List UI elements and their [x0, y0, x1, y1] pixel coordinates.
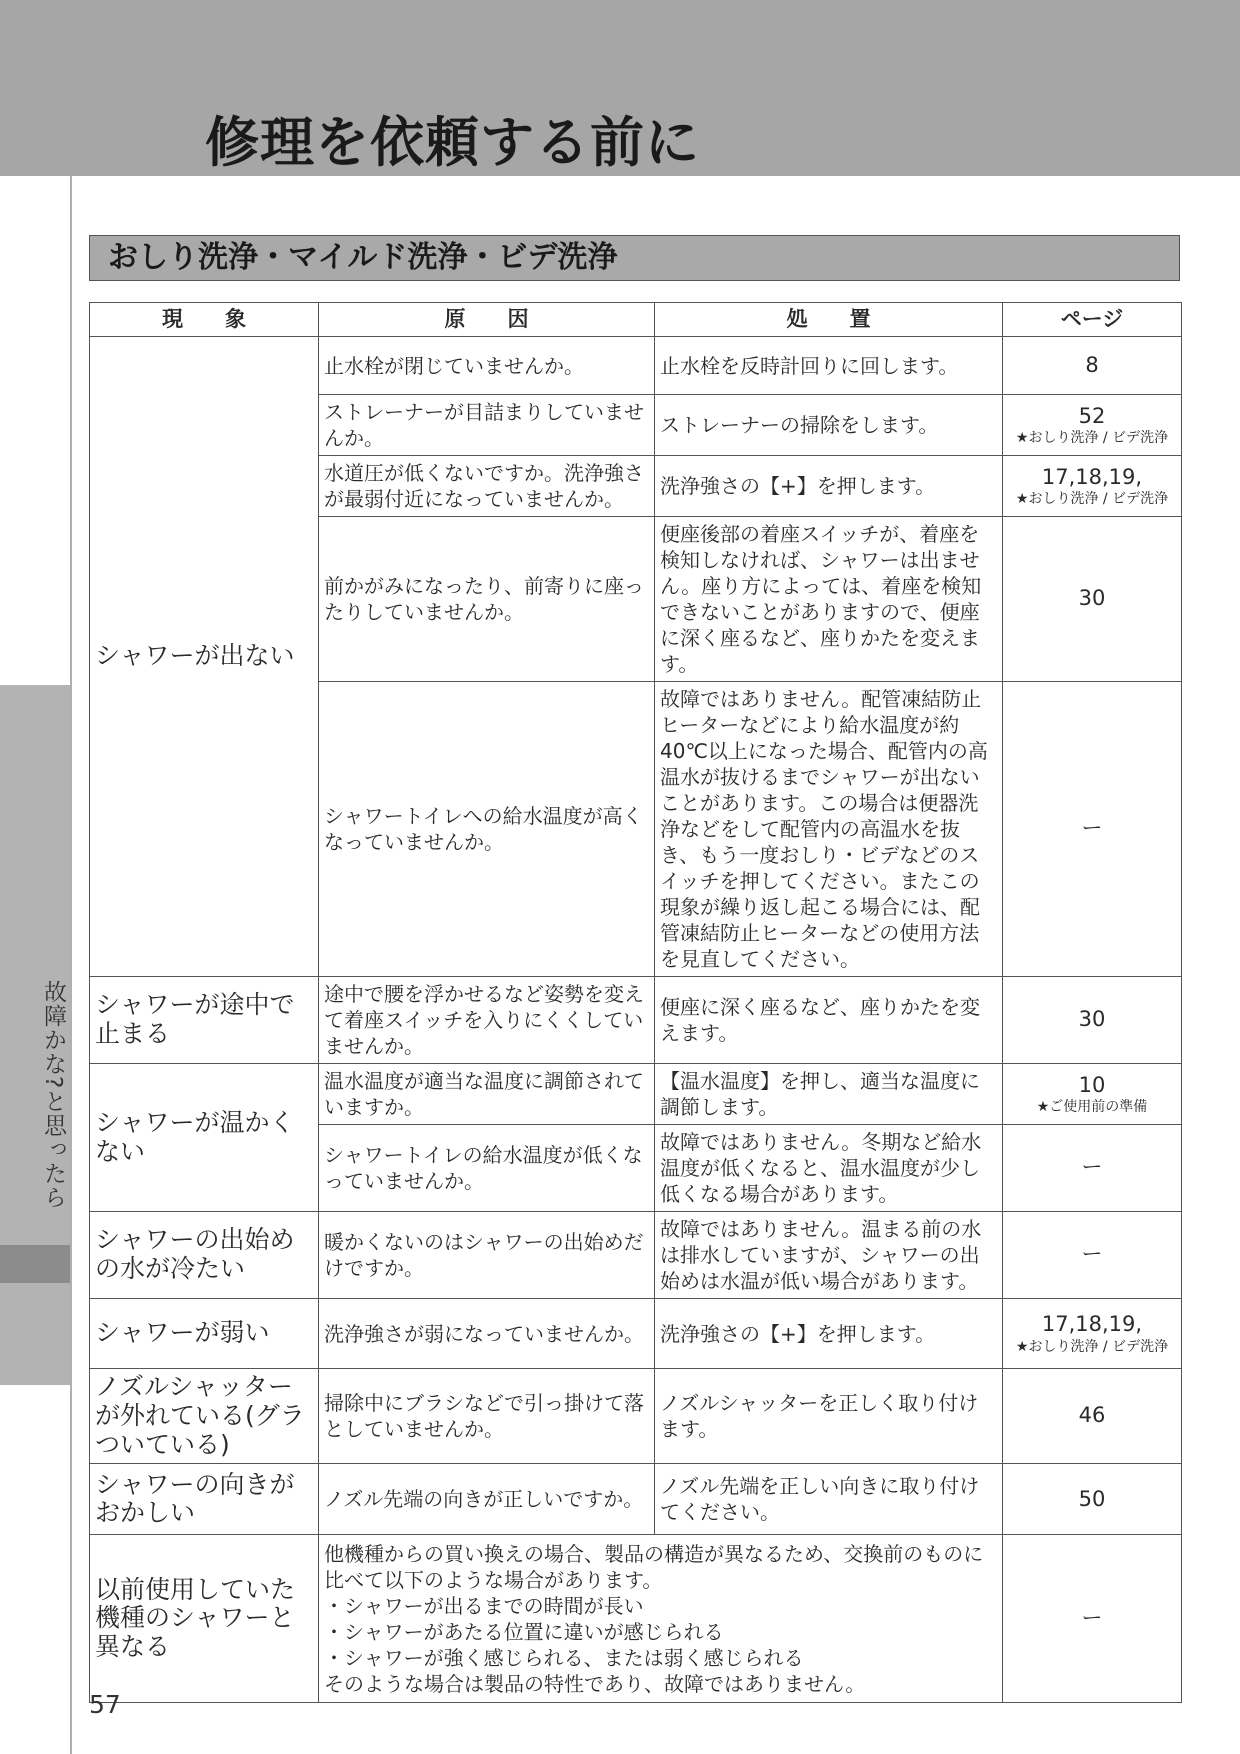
explanation-intro: 他機種からの買い換えの場合、製品の構造が異なるため、交換前のものに比べて以下のような場合があります。: [324, 1541, 984, 1592]
header-page: ページ: [1003, 303, 1182, 337]
table-header-row: [90, 303, 1182, 337]
page-cell: [1003, 456, 1182, 517]
page-cell: [1003, 1464, 1182, 1535]
page-note: ★おしり洗浄 / ビデ洗浄: [1015, 1338, 1169, 1355]
remedy-cell: 便座に深く座るなど、座りかたを変えます。: [655, 977, 1003, 1064]
cause-cell: シャワートイレの給水温度が低くなっていませんか。: [319, 1125, 655, 1212]
symptom-cell: シャワーの出始めの水が冷たい: [90, 1212, 319, 1299]
explanation-bullet: ・シャワーがあたる位置に違いが感じられる: [324, 1619, 724, 1644]
remedy-cell: ノズルシャッターを正しく取り付けます。: [655, 1369, 1003, 1464]
table-row: [90, 1212, 1182, 1299]
explanation-cell: [319, 1535, 1003, 1703]
section-title: おしり洗浄・マイルド洗浄・ビデ洗浄: [89, 235, 1180, 281]
page-cell: [1003, 337, 1182, 395]
remedy-cell: 【温水温度】を押し、適当な温度に調節します。: [655, 1064, 1003, 1125]
cause-cell: 掃除中にブラシなどで引っ掛けて落としていませんか。: [319, 1369, 655, 1464]
remedy-cell: ノズル先端を正しい向きに取り付けてください。: [655, 1464, 1003, 1535]
margin-rule: [70, 176, 72, 1754]
table-row: [90, 1064, 1182, 1125]
header-remedy: 処 置: [655, 303, 1003, 337]
page-cell: [1003, 1535, 1182, 1703]
symptom-cell: シャワーが出ない: [90, 337, 319, 977]
page-number: ー: [1081, 816, 1103, 841]
page-number: 17,18,19,: [1041, 464, 1143, 489]
page-number: 46: [1078, 1403, 1106, 1428]
cause-cell: ストレーナーが目詰まりしていませんか。: [319, 395, 655, 456]
cause-cell: シャワートイレへの給水温度が高くなっていませんか。: [319, 682, 655, 977]
symptom-cell: 以前使用していた機種のシャワーと異なる: [90, 1535, 319, 1703]
header-symptom: 現 象: [90, 303, 319, 337]
header-cause: 原 因: [319, 303, 655, 337]
page-number: 30: [1078, 1007, 1106, 1032]
page-note: ★おしり洗浄 / ビデ洗浄: [1015, 491, 1169, 508]
table-row: [90, 1464, 1182, 1535]
page-note: ★おしり洗浄 / ビデ洗浄: [1015, 430, 1169, 447]
page-number: ー: [1081, 1155, 1103, 1180]
explanation-outro: そのような場合は製品の特性であり、故障ではありません。: [324, 1671, 866, 1696]
page-number: 10: [1078, 1072, 1106, 1097]
page-number: 8: [1085, 352, 1099, 377]
cause-cell: ノズル先端の向きが正しいですか。: [319, 1464, 655, 1535]
table-row: [90, 337, 1182, 395]
cause-cell: 暖かくないのはシャワーの出始めだけですか。: [319, 1212, 655, 1299]
page-cell: [1003, 1299, 1182, 1369]
page-cell: [1003, 1212, 1182, 1299]
page-number: 50: [1078, 1486, 1106, 1511]
cause-cell: 途中で腰を浮かせるなど姿勢を変えて着座スイッチを入りにくくしていませんか。: [319, 977, 655, 1064]
symptom-cell: シャワーが途中で止まる: [90, 977, 319, 1064]
remedy-cell: 故障ではありません。配管凍結防止ヒーターなどにより給水温度が約40℃以上になった場合、配管内の高温水が抜けるまでシャワーが出ないことがあります。この場合は便器洗浄などをして配管内の高温水を抜き、もう一度おしり・ビデなどのスイッチを押してください。またこの現象が繰り返し起こる場合には、配管凍結防止ヒーターなどの使用方法を見直してください。: [655, 682, 1003, 977]
remedy-cell: 故障ではありません。温まる前の水は排水していますが、シャワーの出始めは水温が低い場合があります。: [655, 1212, 1003, 1299]
symptom-cell: シャワーが温かくない: [90, 1064, 319, 1212]
troubleshooting-table: [89, 302, 1182, 1703]
page-note: ★ご使用前の準備: [1036, 1099, 1148, 1116]
remedy-cell: 止水栓を反時計回りに回します。: [655, 337, 1003, 395]
side-tab-marker: [0, 1245, 70, 1283]
explanation-bullet: ・シャワーが出るまでの時間が長い: [324, 1593, 644, 1618]
remedy-cell: 洗浄強さの【+】を押します。: [655, 1299, 1003, 1369]
page-number: ー: [1081, 1242, 1103, 1267]
page-cell: [1003, 1064, 1182, 1125]
table-row: [90, 977, 1182, 1064]
symptom-cell: シャワーが弱い: [90, 1299, 319, 1369]
page-number: ー: [1081, 1606, 1103, 1631]
cause-cell: 温水温度が適当な温度に調節されていますか。: [319, 1064, 655, 1125]
cause-cell: 水道圧が低くないですか。洗浄強さが最弱付近になっていませんか。: [319, 456, 655, 517]
table-row: [90, 1299, 1182, 1369]
page-cell: [1003, 1369, 1182, 1464]
remedy-cell: 故障ではありません。冬期など給水温度が低くなると、温水温度が少し低くなる場合があります。: [655, 1125, 1003, 1212]
cause-cell: 前かがみになったり、前寄りに座ったりしていませんか。: [319, 517, 655, 682]
table-row: [90, 1535, 1182, 1703]
page-cell: [1003, 517, 1182, 682]
page-number: 52: [1078, 403, 1106, 428]
symptom-cell: ノズルシャッターが外れている(グラついている): [90, 1369, 319, 1464]
remedy-cell: 洗浄強さの【+】を押します。: [655, 456, 1003, 517]
page-cell: [1003, 682, 1182, 977]
page-cell: [1003, 1125, 1182, 1212]
remedy-cell: ストレーナーの掃除をします。: [655, 395, 1003, 456]
symptom-cell: シャワーの向きがおかしい: [90, 1464, 319, 1535]
explanation-bullet: ・シャワーが強く感じられる、または弱く感じられる: [324, 1645, 804, 1670]
page-title: 修理を依頼する前に: [205, 111, 700, 174]
page-number-footer: 57: [89, 1690, 121, 1719]
cause-cell: 洗浄強さが弱になっていませんか。: [319, 1299, 655, 1369]
table-row: [90, 1369, 1182, 1464]
page-cell: [1003, 395, 1182, 456]
page-number: 17,18,19,: [1041, 1312, 1143, 1337]
page-cell: [1003, 977, 1182, 1064]
page-number: 30: [1078, 586, 1106, 611]
remedy-cell: 便座後部の着座スイッチが、着座を検知しなければ、シャワーは出ません。座り方によっては、着座を検知できないことがありますので、便座に深く座るなど、座りかたを変えます。: [655, 517, 1003, 682]
cause-cell: 止水栓が閉じていませんか。: [319, 337, 655, 395]
side-tab-label: 故障かな?と思ったら: [40, 980, 66, 1210]
